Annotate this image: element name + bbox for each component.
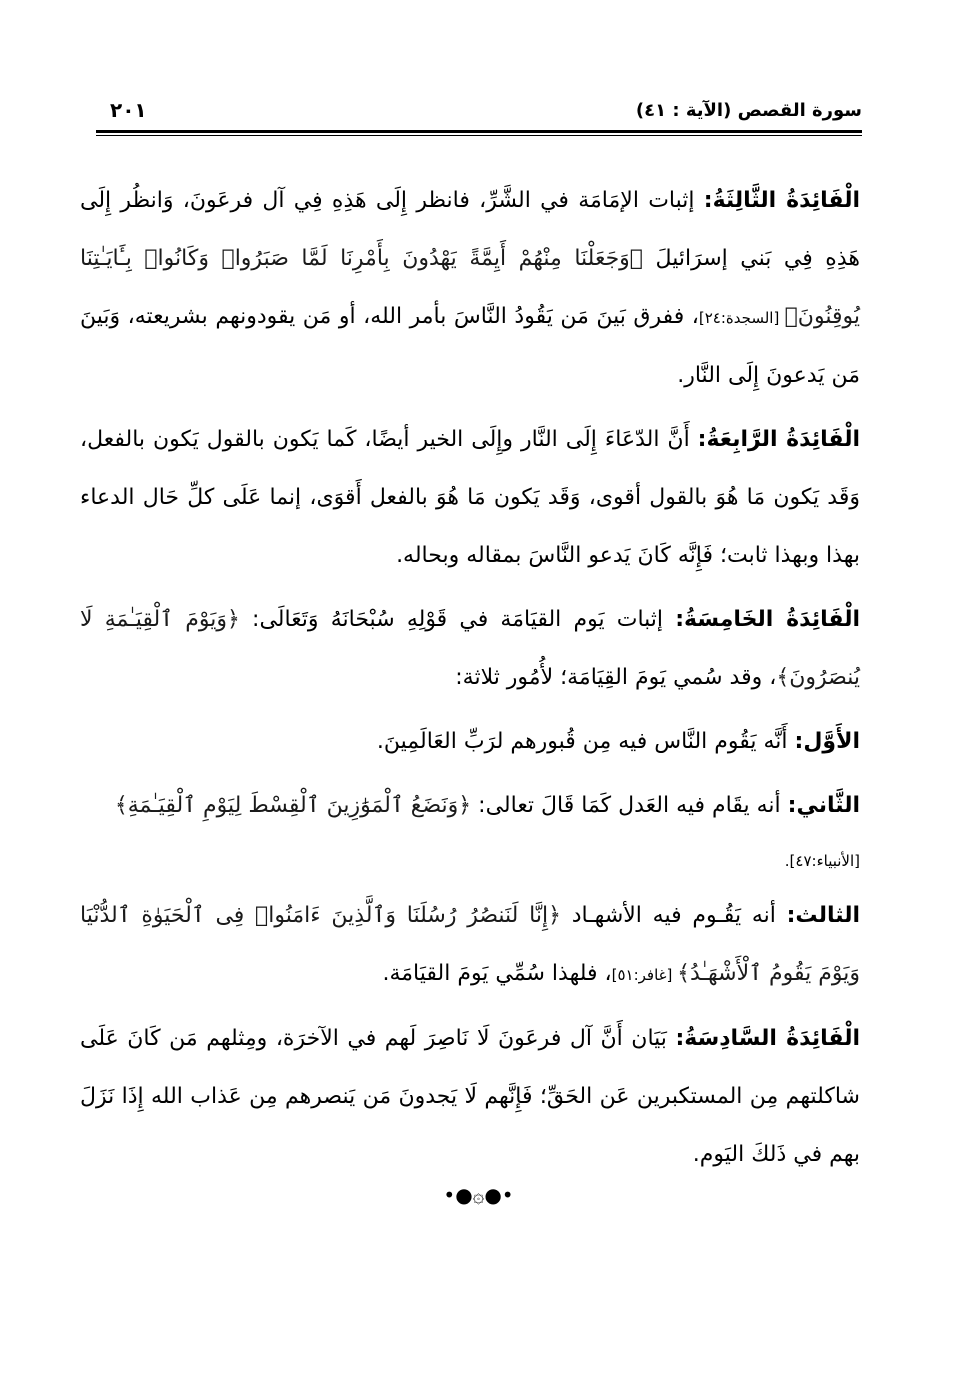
reason-heading: الثالث: (786, 903, 860, 928)
quran-verse: ﴿وَيَوْمَ ٱلْقِيَـٰمَةِ لَا يُنصَرُونَ﴾ (80, 607, 860, 690)
section-end-ornament: •●۞●• (443, 1183, 514, 1207)
paragraph-third-reason (80, 887, 860, 1004)
header-rule-thin (96, 135, 862, 136)
page-number: ٢٠١ (110, 98, 147, 122)
paragraph-text: أَنَّه يَقُوم النَّاس فيه مِن قُبورهم لرَبِّ العَالَمِينَ. (376, 729, 795, 754)
benefit-heading: الْفَائِدَةُ الرَّابِعَةُ: (697, 427, 860, 452)
paragraph-second-reason (80, 777, 860, 835)
verse-reference: [السجدة:٢٤] (698, 309, 785, 327)
verse-reference: [غافر:٥١] (611, 966, 678, 984)
surah-title: سورة القصص (الآية : ٤١) (635, 100, 862, 121)
benefit-heading: الْفَائِدَةُ السَّادِسَةُ: (675, 1026, 860, 1051)
paragraph-first-reason (80, 713, 860, 771)
paragraph-text: أنه يَقُـوم فيه الأشهـاد (560, 903, 787, 928)
quran-verse: ﴿وَجَعَلْنَا مِنْهُمْ أَيِمَّةً يَهْدُونَ بِأَمْرِنَا لَمَّا صَبَرُوا۟ وَكَانُوا۟ بِـَٔايَـٰتِنَا يُوقِنُونَ﴾ (80, 246, 860, 329)
paragraph-text: إثبات الإمَامَة في الشَّرِّ، فانظر إِلَى هَذِهِ فِي آل فرعَونَ، وَانظُر إِلَى هَذِهِ فِي بَني إسرَائيلَ (80, 188, 860, 271)
quran-verse: ﴿إِنَّا لَنَنصُرُ رُسُلَنَا وَٱلَّذِينَ ءَامَنُوا۟ فِى ٱلْحَيَوٰةِ ٱلدُّنْيَا وَيَوْمَ يَقُومُ ٱلْأَشْهَـٰدُ﴾ (80, 903, 860, 986)
benefit-heading: الْفَائِدَةُ الخَامِسَةُ: (675, 607, 861, 632)
paragraph-text: ، فلهذا سُمِّي يَومَ القيَامَة. (382, 961, 612, 986)
page-header (96, 96, 862, 130)
paragraph-third-benefit (80, 172, 860, 405)
benefit-heading: الْفَائِدَةُ الثَّالِثَةُ: (703, 188, 861, 213)
paragraph-reference-line (80, 841, 860, 881)
reason-heading: الأَوَّل: (794, 729, 860, 754)
paragraph-fourth-benefit (80, 411, 860, 585)
verse-reference: [الأنبياء:٤٧]. (784, 852, 860, 870)
paragraph-sixth-benefit (80, 1010, 860, 1184)
body-text (80, 172, 860, 1184)
paragraph-text: ، ففرق بَينَ مَن يَقُودُ النَّاسَ بأمر الله، أو مَن يقودونهم بشريعته، وَبَينَ مَن يَدعونَ إِلَى النَّار. (80, 304, 860, 388)
paragraph-text: أَنَّ الدّعَاءَ إِلَى النَّار وإِلَى الخير أيضًا، كَما يَكون بالقول يَكون بالفعل، وَقَد يَكون مَا هُوَ بالقول أقوى، وَقَد يَكون مَا هُوَ بالفعل أَقوَى، إنما عَلَى كلِّ حَال الدعاء بهذا وبهذا ثابت؛ فَإِنَّه كَانَ يَدعو النَّاسَ بمقاله وبحاله. (80, 427, 860, 568)
quran-verse: ﴿وَنَضَعُ ٱلْمَوَٰزِينَ ٱلْقِسْطَ لِيَوْمِ ٱلْقِيَـٰمَةِ﴾ (114, 793, 472, 818)
paragraph-text: ، وقد سُمي يَومَ القِيَامَة؛ لأُمُور ثلاثة: (455, 665, 777, 690)
reason-heading: الثَّاني: (787, 793, 860, 818)
paragraph-text: أنه يقَام فيه العَدل كَمَا قَالَ تعالى: (471, 793, 788, 818)
header-rule (96, 130, 862, 133)
paragraph-fifth-benefit (80, 591, 860, 707)
paragraph-text: بَيَان أَنَّ آل فرعَونَ لَا نَاصِرَ لَهم في الآخرَة، ومِثلهم مَن كَانَ عَلَى شاكلتهم مِن المستكبرين عَن الحَقِّ؛ فَإِنَّهم لَا يَجدونَ مَن يَنصرهم مِن عَذاب الله إِذَا نَزَلَ بهم في ذَلكَ اليَوم. (80, 1026, 860, 1167)
paragraph-text: إثبات يَوم القيَامَة في قَوْلِهِ سُبْحَانَهُ وَتَعَالَى: (239, 607, 676, 632)
